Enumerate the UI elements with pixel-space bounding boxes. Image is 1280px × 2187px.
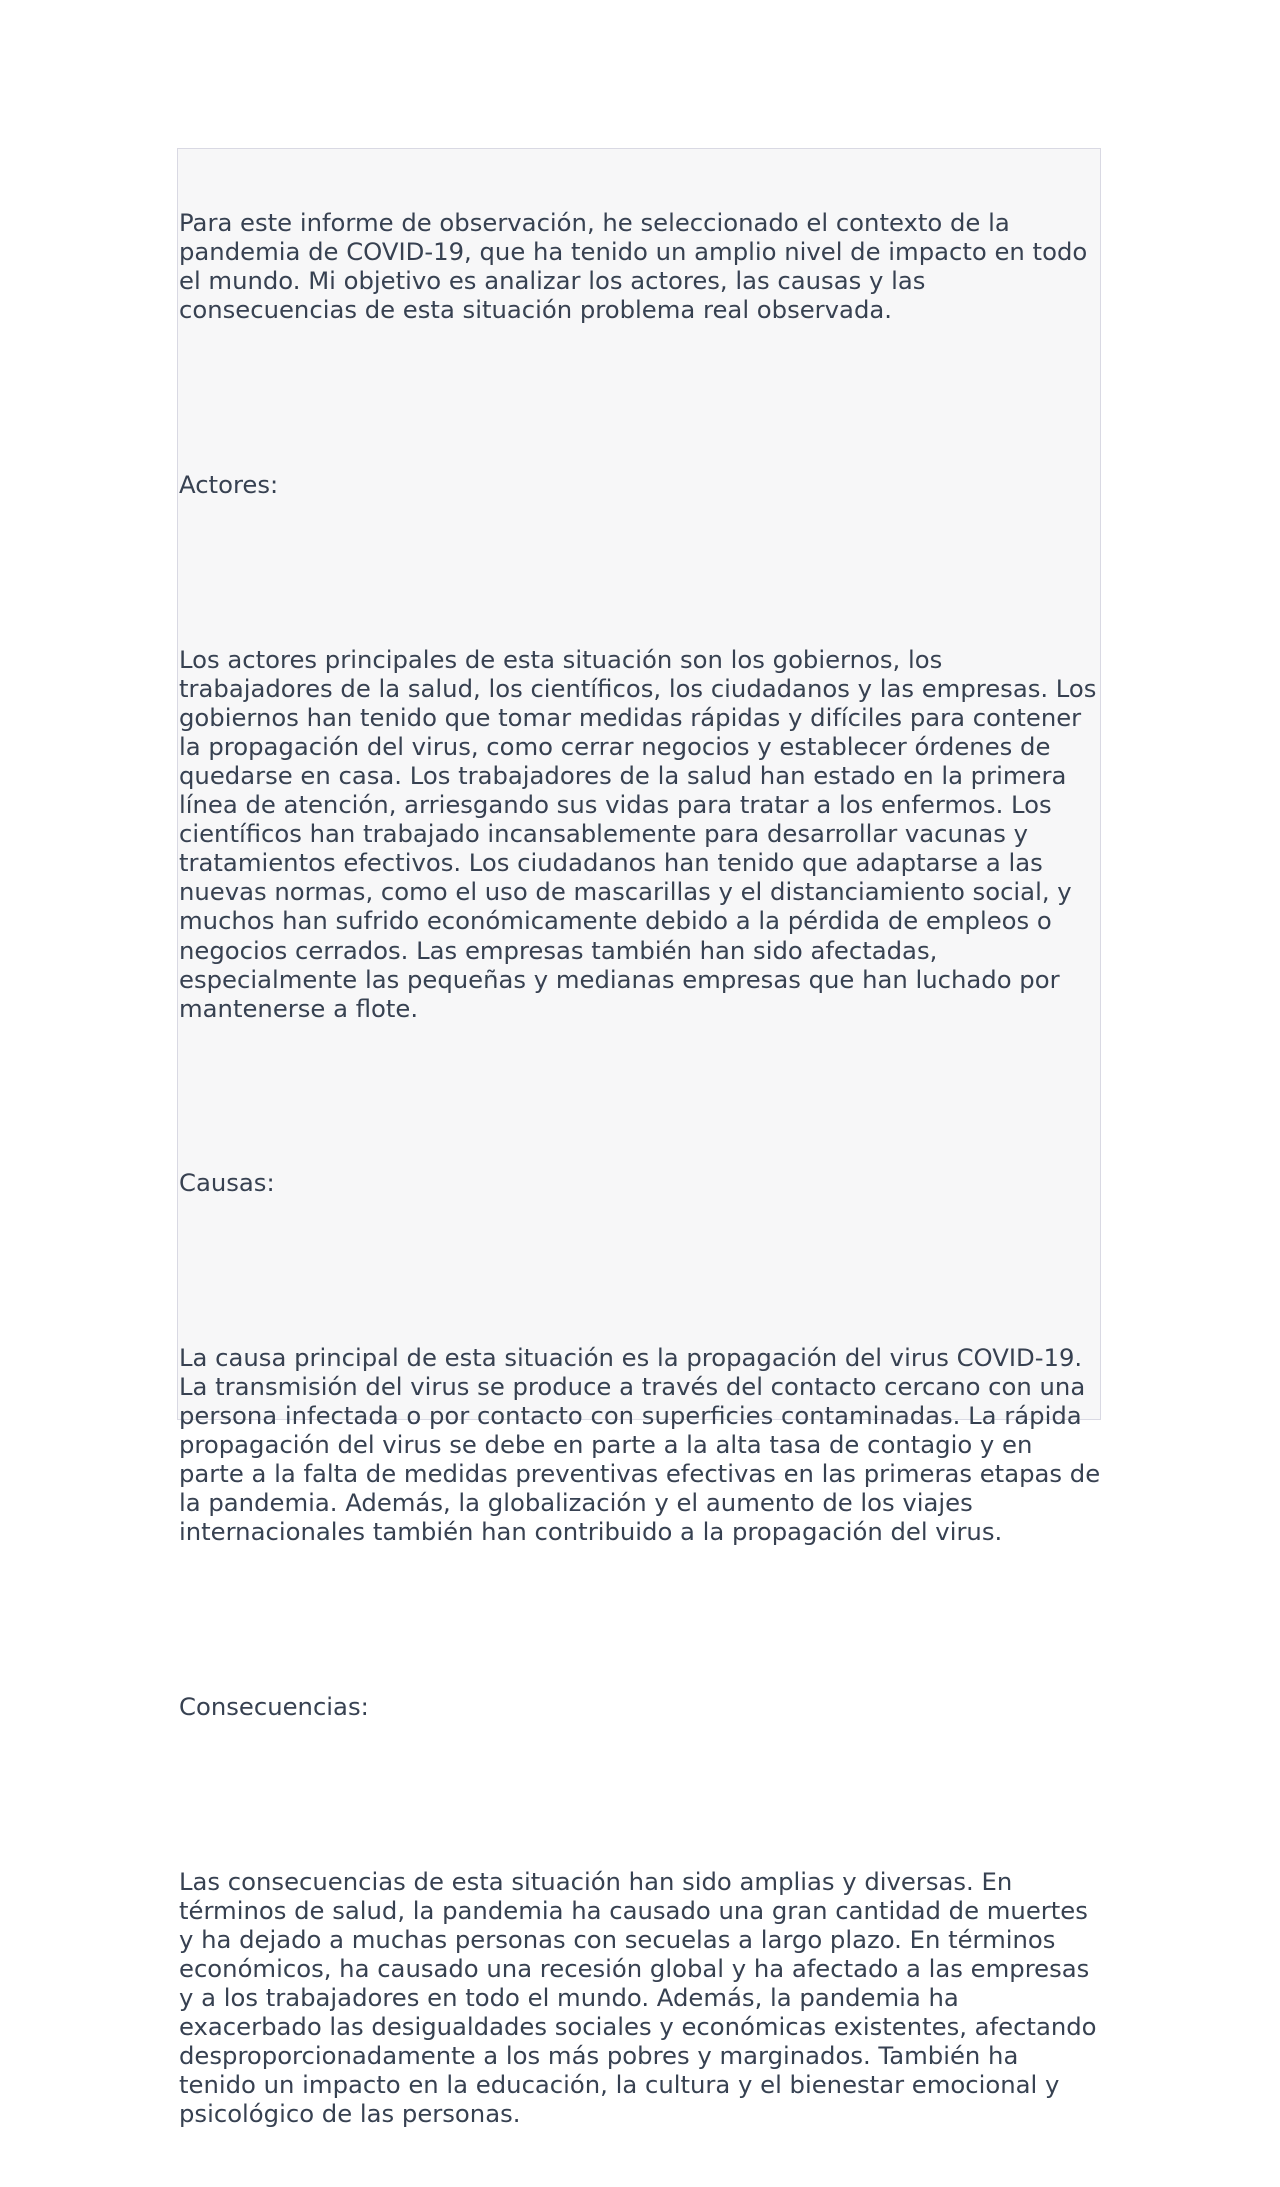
causas-paragraph: La causa principal de esta situación es la propagación del virus COVID-19. La transmisión del virus se produce a través del contacto cercano con una persona infectada o por contacto con superficies contaminadas. La rápida propagación del virus se debe en parte a la alta tasa de contagio y en parte a la falta de medidas preventivas efectivas en las primeras etapas de la pandemia. Además, la globalización y el aumento de los viajes internacionales también han contribuido a la propagación del virus.: [179, 1342, 1108, 1547]
intro-paragraph: Para este informe de observación, he seleccionado el contexto de la pandemia de COVID-19, que ha tenido un amplio nivel de impacto en todo el mundo. Mi objetivo es analizar los actores, las causas y las consecuencias de esta situación problema real observada.: [179, 208, 1095, 325]
actores-heading: Actores:: [179, 470, 279, 500]
paragraph-gap: [179, 557, 1101, 586]
consecuencias-heading: Consecuencias:: [179, 1691, 369, 1721]
paragraph-gap: [179, 1779, 1101, 1808]
paragraph-gap: [179, 1256, 1101, 1285]
paragraph-gap: [179, 1605, 1101, 1634]
actores-paragraph: Los actores principales de esta situación son los gobiernos, los trabajadores de la salud, los científicos, los ciudadanos y las empresas. Los gobiernos han tenido que tomar medidas rápidas y difíciles para contener la propagación del virus, como cerrar negocios y establecer órdenes de quedarse en casa. Los trabajadores de la salud han estado en la primera línea de atención, arriesgando sus vidas para tratar a los enfermos. Los científicos han trabajado incansablemente para desarrollar vacunas y tratamientos efectivos. Los ciudadanos han tenido que adaptarse a las nuevas normas, como el uso de mascarillas y el distanciamiento social, y muchos han sufrido económicamente debido a la pérdida de empleos o negocios cerrados. Las empresas también han sido afectadas, especialmente las pequeñas y medianas empresas que han luchado por mantenerse a flote.: [179, 644, 1105, 1023]
text-body: [179, 150, 1108, 2187]
text-block: [177, 148, 1108, 2129]
paragraph-gap: [179, 1081, 1101, 1110]
paragraph-gap: [179, 383, 1101, 412]
consecuencias-paragraph: Las consecuencias de esta situación han sido amplias y diversas. En términos de salud, la pandemia ha causado una gran cantidad de muertes y ha dejado a muchas personas con secuelas a largo plazo. En términos económicos, ha causado una recesión global y ha afectado a las empresas y a los trabajadores en todo el mundo. Además, la pandemia ha exacerbado las desigualdades sociales y económicas existentes, afectando desproporcionadamente a los más pobres y marginados. También ha tenido un impacto en la educación, la cultura y el bienestar emocional y psicológico de las personas.: [179, 1866, 1105, 2129]
causas-heading: Causas:: [179, 1168, 275, 1198]
